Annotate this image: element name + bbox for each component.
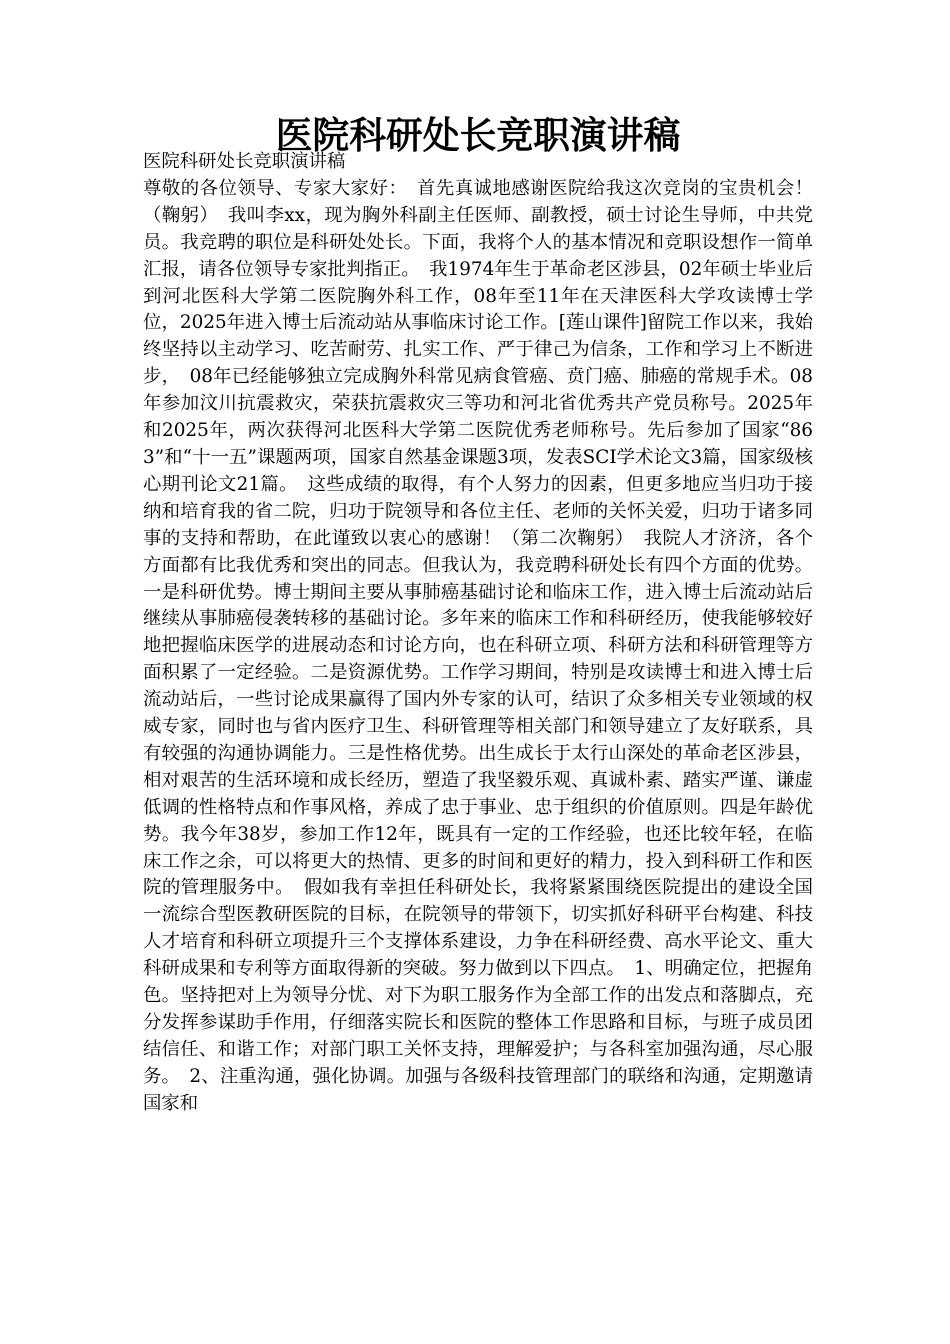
- document-subtitle: 医院科研处长竞职演讲稿: [143, 151, 346, 172]
- document-title: 医院科研处长竞职演讲稿: [275, 113, 681, 157]
- document-page: [143, 113, 813, 1242]
- document-body: 尊敬的各位领导、专家大家好： 首先真诚地感谢医院给我这次竞岗的宝贵机会！（鞠躬） 我叫李xx，现为胸外科副主任医师、副教授，硕士讨论生导师，中共党员。我竞聘的职位是科研处处长。下面，我将个人的基本情况和竞职设想作一简单汇报，请各位领导专家批判指正。 我1974年生于革命老区涉县，02年硕士毕业后到河北医科大学第二医院胸外科工作，08年至11年在天津医科大学攻读博士学位，2025年进入博士后流动站从事临床讨论工作。[莲山课件]留院工作以来，我始终坚持以主动学习、吃苦耐劳、扎实工作、严于律己为信条，工作和学习上不断进步， 08年已经能够独立完成胸外科常见病食管癌、贲门癌、肺癌的常规手术。08年参加汶川抗震救灾，荣获抗震救灾三等功和河北省优秀共产党员称号。2025年和2025年，两次获得河北医科大学第二医院优秀老师称号。先后参加了国家“863”和“十一五”课题两项，国家自然基金课题3项，发表SCI学术论文3篇，国家级核心期刊论文21篇。 这些成绩的取得，有个人努力的因素，但更多地应当归功于接纳和培育我的省二院，归功于院领导和各位主任、老师的关怀关爱，归功于诸多同事的支持和帮助，在此谨致以衷心的感谢！（第二次鞠躬） 我院人才济济，各个方面都有比我优秀和突出的同志。但我认为，我竞聘科研处长有四个方面的优势。一是科研优势。博士期间主要从事肺癌基础讨论和临床工作，进入博士后流动站后继续从事肺癌侵袭转移的基础讨论。多年来的临床工作和科研经历，使我能够较好地把握临床医学的进展动态和讨论方向，也在科研立项、科研方法和科研管理等方面积累了一定经验。二是资源优势。工作学习期间，特别是攻读博士和进入博士后流动站后，一些讨论成果赢得了国内外专家的认可，结识了众多相关专业领域的权威专家，同时也与省内医疗卫生、科研管理等相关部门和领导建立了友好联系，具有较强的沟通协调能力。三是性格优势。出生成长于太行山深处的革命老区涉县，相对艰苦的生活环境和成长经历，塑造了我坚毅乐观、真诚朴素、踏实严谨、谦虚低调的性格特点和作事风格，养成了忠于事业、忠于组织的价值原则。四是年龄优势。我今年38岁，参加工作12年，既具有一定的工作经验，也还比较年轻，在临床工作之余，可以将更大的热情、更多的时间和更好的精力，投入到科研工作和医院的管理服务中。 假如我有幸担任科研处长，我将紧紧围绕医院提出的建设全国一流综合型医教研医院的目标，在院领导的带领下，切实抓好科研平台构建、科技人才培育和科研立项提升三个支撑体系建设，力争在科研经费、高水平论文、重大科研成果和专利等方面取得新的突破。努力做到以下四点。 1、明确定位，把握角色。坚持把对上为领导分忧、对下为职工服务作为全部工作的出发点和落脚点，充分发挥参谋助手作用，仔细落实院长和医院的整体工作思路和目标，与班子成员团结信任、和谐工作；对部门职工关怀支持，理解爱护；与各科室加强沟通，尽心服务。 2、注重沟通，强化协调。加强与各级科技管理部门的联络和沟通，定期邀请国家和: [143, 177, 813, 1114]
